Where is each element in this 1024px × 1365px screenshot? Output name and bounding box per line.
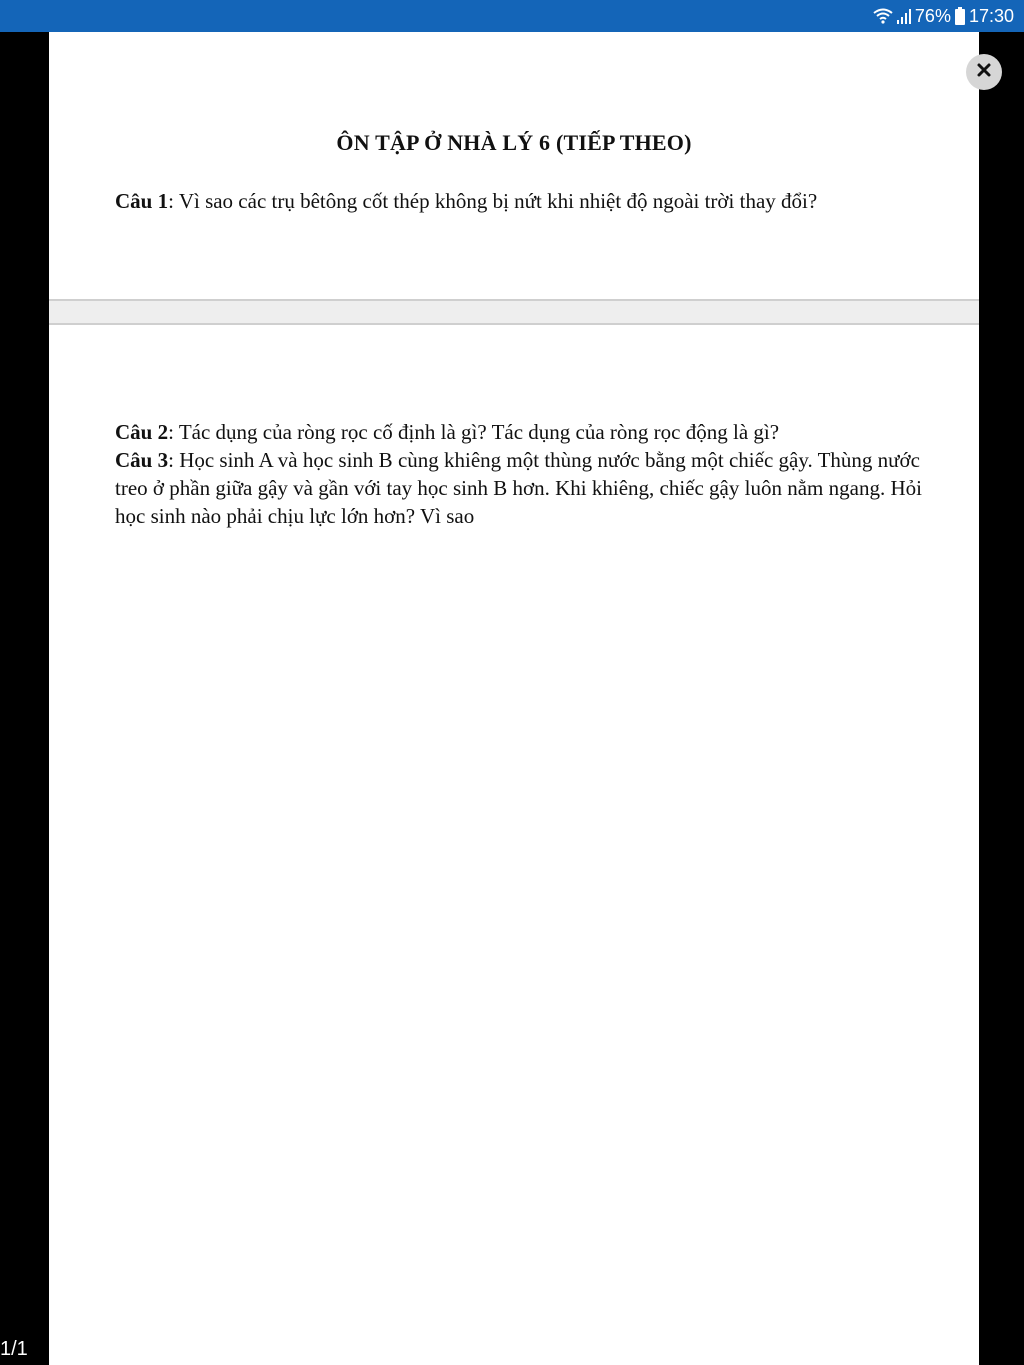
document-title: ÔN TẬP Ở NHÀ LÝ 6 (TIẾP THEO) xyxy=(336,130,692,155)
question-label: Câu 2 xyxy=(115,420,169,444)
document-viewer[interactable] xyxy=(46,32,982,1365)
question-2 xyxy=(115,418,925,446)
battery-percent: 76% xyxy=(914,5,951,26)
clock: 17:30 xyxy=(968,5,1014,26)
close-button[interactable] xyxy=(966,54,1002,90)
wifi-icon xyxy=(873,8,893,24)
question-text: : Tác dụng của ròng rọc cố định là gì? Tác dụng của ròng rọc động là gì? xyxy=(168,420,780,444)
question-text: : Vì sao các trụ bêtông cốt thép không bị nứt khi nhiệt độ ngoài trời thay đổi? xyxy=(168,189,818,213)
document-page-1 xyxy=(49,32,979,299)
question-1 xyxy=(115,187,925,215)
question-text: : Học sinh A và học sinh B cùng khiêng một thùng nước bằng một chiếc gậy. Thùng nước treo ở phần giữa gậy và gần với tay học sinh B hơn. Khi khiêng, chiếc gậy luôn nằm ngang. Hỏi học sinh nào phải chịu lực lớn hơn? Vì sao xyxy=(115,448,922,528)
page-indicator: 1/1 xyxy=(0,1338,28,1360)
question-label: Câu 3 xyxy=(115,448,169,472)
signal-icon xyxy=(897,8,911,24)
battery-icon xyxy=(955,7,965,25)
status-icons xyxy=(873,5,1014,27)
page-separator xyxy=(49,301,979,325)
status-bar xyxy=(0,0,1024,32)
document-page-2 xyxy=(49,325,979,1365)
close-icon xyxy=(976,62,992,83)
question-label: Câu 1 xyxy=(115,189,169,213)
question-3 xyxy=(115,446,925,530)
